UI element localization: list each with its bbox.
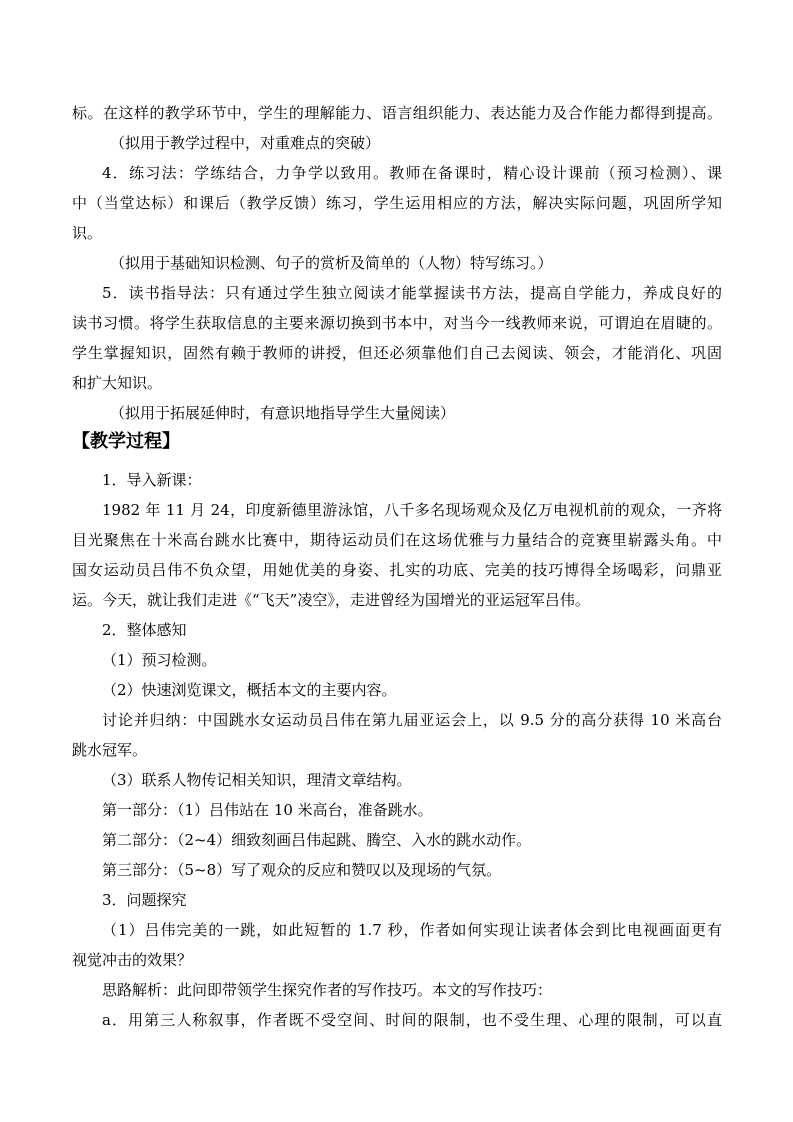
text-line: 2．整体感知 bbox=[102, 621, 187, 639]
text-line: a．用第三人称叙事，作者既不受空间、时间的限制，也不受生理、心理的限制，可以直 bbox=[102, 1011, 722, 1029]
text-line: 运。今天，就让我们走进《“飞天”凌空》，走进曾经为国增光的亚运冠军吕伟。 bbox=[72, 591, 590, 609]
text-line: （1）预习检测。 bbox=[102, 651, 217, 669]
text-line: 跳水冠军。 bbox=[72, 741, 148, 759]
text-line: 1982 年 11 月 24，印度新德里游泳馆，八千多名现场观众及亿万电视机前的观众，一齐将 bbox=[102, 501, 722, 519]
text-line: 思路解析：此问即带领学生探究作者的写作技巧。本文的写作技巧： bbox=[102, 981, 553, 999]
text-line: 识。 bbox=[72, 224, 103, 242]
text-line: 视觉冲击的效果？ bbox=[72, 951, 193, 969]
text-line: （2）快速浏览课文，概括本文的主要内容。 bbox=[102, 681, 397, 699]
text-line: 第二部分：（2~4）细致刻画吕伟起跳、腾空、入水的跳水动作。 bbox=[102, 831, 532, 849]
text-line: 5．读书指导法：只有通过学生独立阅读才能掌握读书方法，提高自学能力，养成良好的 bbox=[102, 284, 722, 302]
text-line: 第三部分：（5~8）写了观众的反应和赞叹以及现场的气氛。 bbox=[102, 861, 502, 879]
text-line: 讨论并归纳：中国跳水女运动员吕伟在第九届亚运会上，以 9.5 分的高分获得 10 米高台 bbox=[102, 711, 722, 729]
text-line: 和扩大知识。 bbox=[72, 374, 163, 392]
text-line: 标。在这样的教学环节中，学生的理解能力、语言组织能力、表达能力及合作能力都得到提高。 bbox=[72, 104, 722, 122]
text-line: （1）吕伟完美的一跳，如此短暂的 1.7 秒，作者如何实现让读者体会到比电视画面更有 bbox=[102, 921, 722, 939]
text-line: 读书习惯。将学生获取信息的主要来源切换到书本中，对当今一线教师来说，可谓迫在眉睫的。 bbox=[72, 314, 722, 332]
text-line: 4．练习法：学练结合，力争学以致用。教师在备课时，精心设计课前（预习检测）、课 bbox=[102, 164, 722, 182]
text-line: 第一部分：（1）吕伟站在 10 米高台，准备跳水。 bbox=[102, 801, 433, 819]
text-line: 1．导入新课： bbox=[102, 471, 202, 489]
text-line: （拟用于拓展延伸时，有意识地指导学生大量阅读） bbox=[110, 404, 456, 422]
text-line: 3．问题探究 bbox=[102, 891, 187, 909]
text-line: （拟用于教学过程中，对重难点的突破） bbox=[110, 134, 381, 152]
text-line: 学生掌握知识，固然有赖于教师的讲授，但还必须靠他们自己去阅读、领会，才能消化、巩固 bbox=[72, 344, 722, 362]
text-line: 中（当堂达标）和课后（教学反馈）练习，学生运用相应的方法，解决实际问题，巩固所学知 bbox=[72, 194, 722, 212]
text-line: 目光聚焦在十米高台跳水比赛中，期待运动员们在这场优雅与力量结合的竞赛里崭露头角。中 bbox=[72, 531, 722, 549]
text-line: 国女运动员吕伟不负众望，用她优美的身姿、扎实的功底、完美的技巧博得全场喝彩，问鼎亚 bbox=[72, 561, 722, 579]
text-line: （拟用于基础知识检测、句子的赏析及简单的（人物）特写练习。） bbox=[110, 254, 553, 272]
text-line: （3）联系人物传记相关知识，理清文章结构。 bbox=[102, 771, 412, 789]
section-heading: 【教学过程】 bbox=[72, 431, 180, 452]
